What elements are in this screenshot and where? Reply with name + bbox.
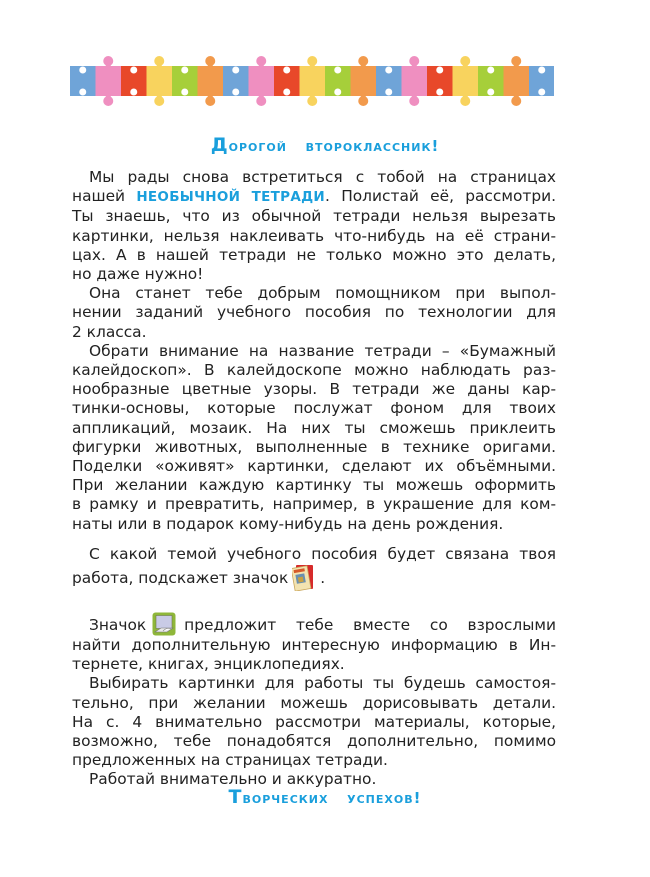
paragraph-6 [72,674,556,770]
letter-body [72,168,556,790]
text-line: фигурки животных, выполненные в технике оригами. [72,437,556,456]
text-fragment: . Полистай её, рассмотри. [325,187,556,206]
closing-heading [0,786,650,808]
title-initial: Д [210,134,229,156]
text-line: При желании каждую картинку ты можешь оформить [72,476,556,495]
title-rest: орогой второклассник! [228,137,440,155]
text-line: возможно, тебе понадобятся дополнительно, помимо [72,732,556,751]
text-line: предложенных на страницах тетради. [72,751,388,770]
text-line: тинки-основы, которые послужат фоном для твоих [72,399,556,418]
text-line: нообразные цветные узоры. В тетради же даны кар- [72,380,556,399]
closing-rest: ворческих успехов! [242,789,422,807]
text-line: картинки, нельзя наклеивать что-нибудь на её страни- [72,226,556,245]
text-line: 2 класса. [72,322,147,341]
text-line [72,564,556,588]
text-line: аппликаций, мозаик. На них ты сможешь приклеить [72,418,556,437]
puzzle-pieces-icon [70,52,554,110]
paragraph-5 [72,612,556,674]
text-fragment: Значок [89,616,147,635]
text-fragment: предложит тебе вместе со взрослыми [184,616,556,635]
text-fragment: нашей [72,187,137,206]
text-line: Выбирать картинки для работы ты будешь самостоя- [89,674,556,693]
text-line: тельно, при желании можешь дорисовывать детали. [72,693,556,712]
text-fragment: . [320,569,326,588]
text-line: Она станет тебе добрым помощником при выпол- [89,284,556,303]
textbook-icon [292,564,314,591]
computer-book-icon [152,612,176,636]
text-line [72,612,556,636]
text-fragment: работа, подскажет значок [72,569,289,588]
paragraph-4 [72,545,556,588]
page-title [0,134,650,156]
text-line: цах. А в нашей тетради не только можно это делать, [72,245,556,264]
text-line: Работай внимательно и аккуратно. [89,770,377,789]
text-line: калейдоскоп». В калейдоскопе можно наблюдать раз- [72,361,556,380]
text-line: Ты знаешь, что из обычной тетради нельзя вырезать [72,207,556,226]
text-line: На с. 4 внимательно рассмотри материалы, которые, [72,712,556,731]
text-line: нении заданий учебного пособия по технологии для [72,303,556,322]
paragraph-3 [72,342,556,534]
text-line: найти дополнительную интересную информацию в Ин- [72,636,556,655]
closing-initial: Т [228,786,243,808]
text-line: Мы рады снова встретиться с тобой на страницах [89,168,556,186]
text-line: в рамку и превратить, например, в украшение для ком- [72,495,556,514]
paragraph-1 [72,168,556,284]
paragraph-2 [72,284,556,342]
text-line: С какой темой учебного пособия будет связана твоя [89,544,556,563]
text-line: тернете, книгах, энциклопедиях. [72,655,345,674]
text-line [72,187,556,207]
puzzle-border [70,52,554,110]
text-line: Поделки «оживят» картинки, сделают их объёмными. [72,457,556,476]
notebook-name-highlight: НЕОБЫЧНОЙ ТЕТРАДИ [136,189,326,206]
text-line: наты или в подарок кому-нибудь на день рождения. [72,514,504,533]
text-line: Обрати внимание на название тетради – «Бумажный [89,341,556,360]
text-line: но даже нужно! [72,265,204,284]
